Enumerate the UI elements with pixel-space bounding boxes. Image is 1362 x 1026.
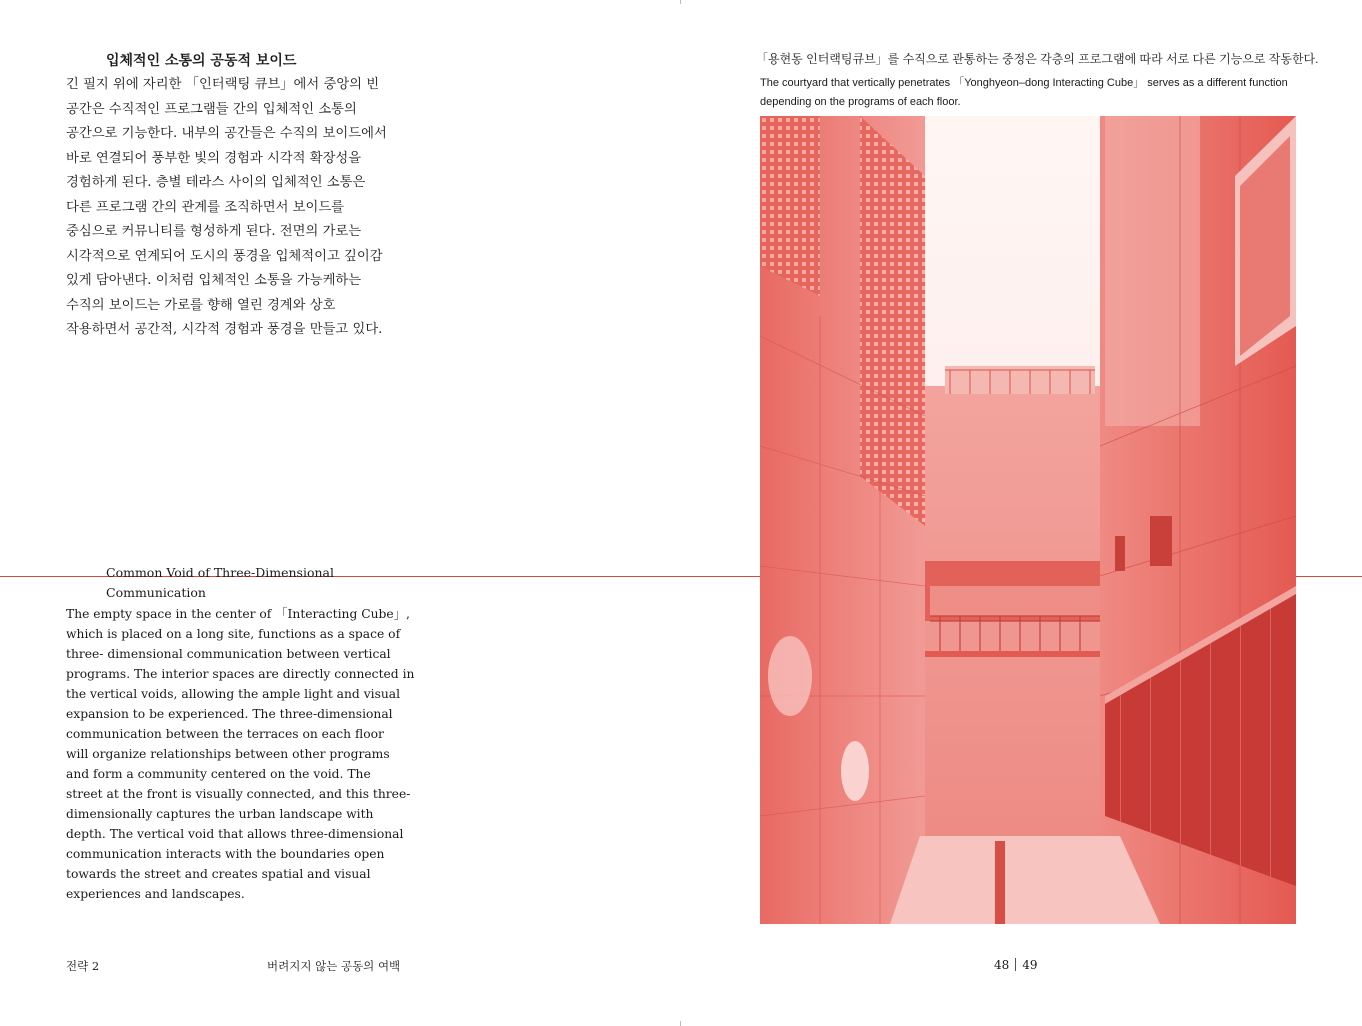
korean-body-line: 긴 필지 위에 자리한 「인터랙팅 큐브」에서 중앙의 빈 — [66, 77, 380, 92]
red-rule-right — [1296, 576, 1362, 577]
english-heading-line: Communication — [106, 585, 206, 600]
gutter-mark-top — [680, 0, 681, 4]
photo-caption-english — [760, 74, 1305, 112]
korean-body-line: 공간으로 기능한다. 내부의 공간들은 수직의 보이드에서 — [66, 126, 387, 141]
english-body-line: depth. The vertical void that allows three-dimensional — [66, 827, 404, 841]
page-number-left: 48 — [994, 958, 1010, 972]
korean-body-line: 수직의 보이드는 가로를 향해 열린 경계와 상호 — [66, 297, 336, 313]
english-body-line: street at the front is visually connected, and this three- — [66, 787, 411, 801]
korean-body — [66, 73, 416, 343]
korean-body-line: 시각적으로 연계되어 도시의 풍경을 입체적이고 깊이감 — [66, 248, 383, 264]
english-heading — [106, 563, 334, 603]
page-number-right: 49 — [1022, 958, 1038, 972]
photo-caption-korean: 「용현동 인터랙팅큐브」를 수직으로 관통하는 중정은 각층의 프로그램에 따라 서로 다른 기능으로 작동한다. — [756, 52, 1319, 66]
english-heading-line: Common Void of Three-Dimensional — [106, 565, 334, 580]
korean-body-line: 작용하면서 공간적, 시각적 경험과 풍경을 만들고 있다. — [66, 322, 383, 337]
footer-running-title: 버려지지 않는 공동의 여백 — [267, 959, 401, 973]
english-body-line: dimensionally captures the urban landscape with — [66, 807, 374, 821]
photo-caption-english-line: The courtyard that vertically penetrates 「Yonghyeon–dong Interacting Cube」 serves as a different function — [760, 77, 1288, 89]
page-numbers — [994, 958, 1038, 972]
english-body-line: the vertical voids, allowing the ample light and visual — [66, 687, 401, 701]
korean-heading: 입체적인 소통의 공동적 보이드 — [106, 53, 297, 69]
page-number-divider — [1015, 958, 1016, 971]
english-body-line: will organize relationships between other programs — [66, 747, 390, 761]
english-body-line: communication between the terraces on each floor — [66, 727, 384, 741]
gutter-mark-bottom — [680, 1021, 681, 1026]
footer-section: 전략 2 — [66, 959, 100, 973]
korean-body-line: 경험하게 된다. 층별 테라스 사이의 입체적인 소통은 — [66, 175, 366, 190]
english-body-line: programs. The interior spaces are directly connected in — [66, 667, 415, 681]
korean-body-line: 다른 프로그램 간의 관계를 조직하면서 보이드를 — [66, 199, 345, 215]
korean-body-line: 공간은 수직적인 프로그램들 간의 입체적인 소통의 — [66, 101, 357, 117]
english-body-line: towards the street and creates spatial and visual — [66, 867, 371, 881]
english-body — [66, 604, 415, 904]
english-body-line: three- dimensional communication between vertical — [66, 647, 391, 661]
english-body-line: The empty space in the center of 「Interacting Cube」, — [66, 607, 410, 621]
english-body-line: which is placed on a long site, functions as a space of — [66, 627, 401, 641]
courtyard-photo — [760, 116, 1296, 924]
english-body-line: communication interacts with the boundaries open — [66, 847, 385, 861]
english-body-line: experiences and landscapes. — [66, 887, 245, 901]
english-body-line: and form a community centered on the void. The — [66, 767, 371, 781]
korean-body-line: 있게 담아낸다. 이처럼 입체적인 소통을 가능케하는 — [66, 273, 362, 288]
english-body-line: expansion to be experienced. The three-dimensional — [66, 707, 393, 721]
korean-body-line: 바로 연결되어 풍부한 빛의 경험과 시각적 확장성을 — [66, 150, 362, 166]
photo-caption-english-line: depending on the programs of each floor. — [760, 96, 961, 108]
korean-body-line: 중심으로 커뮤니티를 형성하게 된다. 전면의 가로는 — [66, 224, 362, 239]
